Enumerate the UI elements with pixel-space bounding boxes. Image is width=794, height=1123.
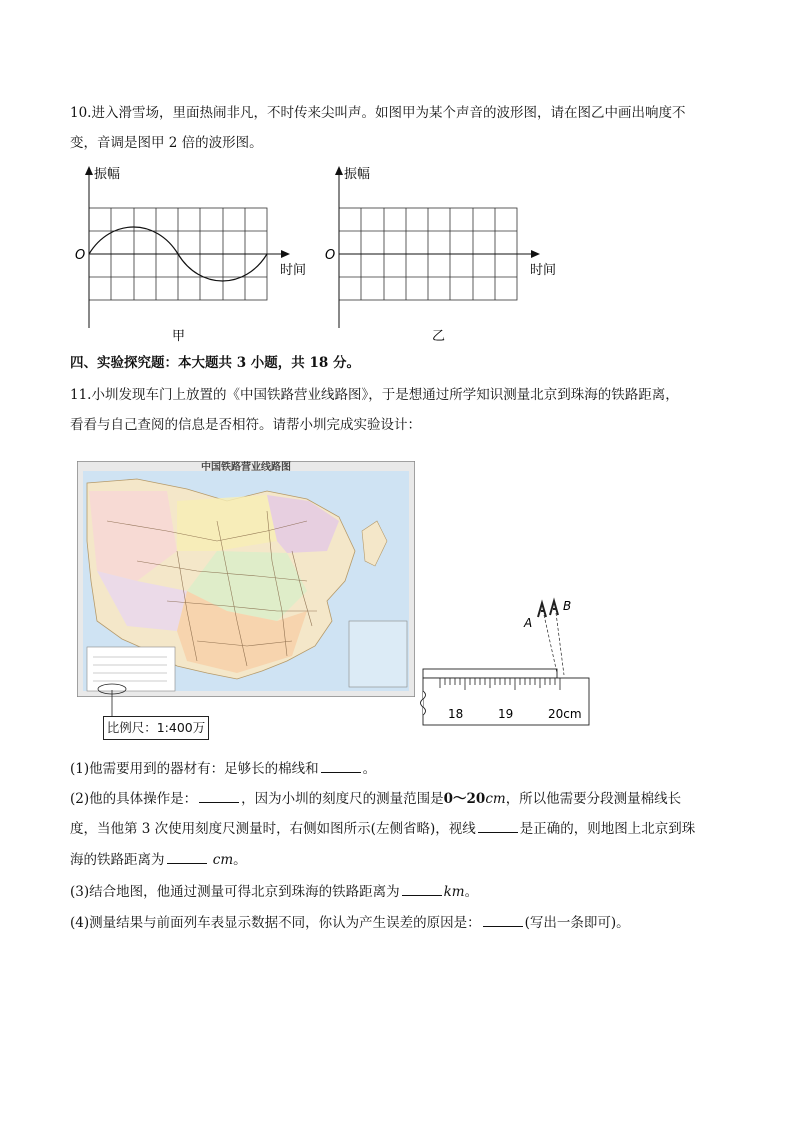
graph-right-caption: 乙 (432, 329, 446, 344)
point-b-label: B (563, 599, 572, 613)
graph-left-x-arrow (281, 250, 290, 258)
q11-line1: 11.小圳发现车门上放置的《中国铁路营业线路图》，于是想通过所学知识测量北京到珠海的铁路距离， (70, 387, 679, 403)
ruler-tick-18: 18 (448, 707, 464, 721)
ruler-tick-19: 19 (498, 707, 514, 721)
railway-map (77, 461, 415, 697)
ruler-figure (420, 595, 620, 735)
map-title: 中国铁路营业线路图 (201, 462, 291, 473)
q11-p2-blank2[interactable] (478, 820, 518, 833)
q11-p3 (70, 883, 478, 901)
map-legend (87, 647, 175, 691)
q11-p2-unit: cm (485, 791, 506, 807)
eye-a-icon (538, 603, 546, 617)
q11-p2-line2-b: 是正确的，则地图上北京到珠 (519, 821, 696, 837)
q11-p4-end: (写出一条即可)。 (524, 915, 630, 931)
q11-p4-blank[interactable] (483, 914, 523, 927)
q10-line2: 变，音调是图甲 2 倍的波形图。 (70, 135, 263, 151)
q11-p4 (70, 914, 630, 932)
graph-right-x-label: 时间 (530, 263, 557, 278)
eye-b-icon (550, 601, 558, 615)
q11-p1-blank[interactable] (321, 760, 361, 773)
q11-p2-c: ，所以他需要分段测量棉线长 (505, 791, 682, 807)
section-4-heading: 四、实验探究题：本大题共 3 小题，共 18 分。 (70, 355, 360, 371)
graph-right (325, 166, 556, 344)
q11-p2-line3-end: 。 (233, 852, 247, 868)
ruler-tick-20cm: 20cm (548, 707, 582, 721)
q11-p3-unit: km (443, 884, 465, 900)
graph-right-x-arrow (531, 250, 540, 258)
q11-p2-line3-unit: cm (212, 852, 234, 868)
graph-left-y-label: 振幅 (94, 167, 121, 182)
q11-p2-line1 (70, 790, 681, 808)
q11-p3-text: (3)结合地图，他通过测量可得北京到珠海的铁路距离为 (70, 884, 400, 900)
point-a-label: A (524, 616, 533, 630)
map-region-north (177, 495, 277, 551)
q11-p2-line2-a: 度，当他第 3 次使用刻度尺测量时，右侧如图所示(左侧省略)，视线 (70, 821, 476, 837)
map-inset (349, 621, 407, 687)
q11-p2-line2 (70, 820, 695, 838)
q11-p2-blank1[interactable] (199, 790, 239, 803)
q11-p2-a: (2)他的具体操作是： (70, 791, 198, 807)
scale-label-box: 比例尺：1:400万 (103, 716, 209, 740)
q11-p2-b: ，因为小圳的刻度尺的测量范围是 (241, 791, 444, 807)
q10-line1: 10.进入滑雪场，里面热闹非凡，不时传来尖叫声。如图甲为某个声音的波形图，请在图乙中画出响度不 (70, 105, 686, 121)
graph-left-y-arrow (85, 166, 93, 175)
q11-p3-end: 。 (464, 884, 479, 900)
q11-line2: 看看与自己查阅的信息是否相符。请帮小圳完成实验设计： (70, 417, 421, 433)
q11-p3-blank[interactable] (402, 883, 442, 896)
graph-right-y-label: 振幅 (344, 167, 371, 182)
q11-p2-line3-a: 海的铁路距离为 (70, 852, 165, 868)
waveform-graphs (0, 160, 794, 360)
ruler-thread (423, 669, 557, 678)
q11-p2-blank3[interactable] (167, 851, 207, 864)
graph-right-origin: O (325, 248, 336, 263)
q11-p2-range: 0～20 (443, 791, 486, 807)
q11-p1-end: 。 (362, 761, 377, 777)
graph-left (75, 166, 306, 344)
q11-p2-line3 (70, 851, 247, 869)
graph-left-x-label: 时间 (280, 263, 307, 278)
graph-left-origin: O (75, 248, 86, 263)
sight-line-b (556, 613, 564, 675)
graph-right-y-arrow (335, 166, 343, 175)
sight-line-a (544, 615, 557, 673)
q11-p4-text: (4)测量结果与前面列车表显示数据不同，你认为产生误差的原因是： (70, 915, 481, 931)
q11-p1 (70, 760, 376, 778)
q11-p1-text: (1)他需要用到的器材有：足够长的棉线和 (70, 761, 319, 777)
graph-left-caption: 甲 (172, 329, 186, 344)
